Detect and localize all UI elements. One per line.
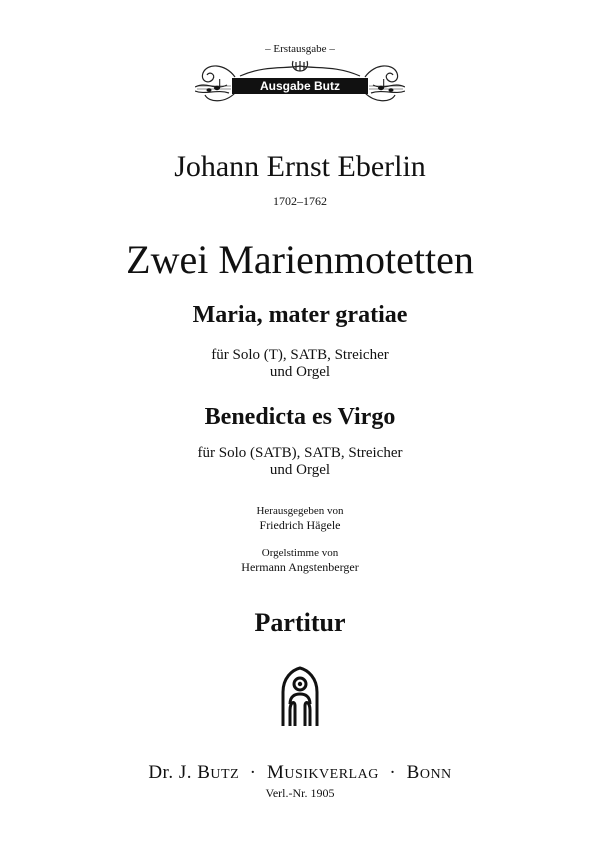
work-title-2: Benedicta es Virgo xyxy=(204,404,396,430)
catalog-number: Verl.-Nr. 1905 xyxy=(265,786,335,800)
gothic-window-logo-icon xyxy=(278,666,322,728)
banner-label: Ausgabe Butz xyxy=(232,78,368,94)
publisher-city-initial: B xyxy=(406,762,420,783)
publisher-verlag-rest: USIKVERLAG xyxy=(284,767,379,782)
publisher-verlag-initial: M xyxy=(266,762,285,783)
work-scoring-1 xyxy=(0,347,600,381)
scoring-line: für Solo (T), SATB, Streicher xyxy=(211,347,389,363)
organ-part-label: Orgelstimme von xyxy=(261,547,339,559)
publisher-line xyxy=(0,762,600,784)
publisher-initial: J. xyxy=(178,762,192,783)
publisher-city-rest: ONN xyxy=(419,767,452,782)
editor-label: Herausgegeben von xyxy=(256,505,344,517)
publisher-banner xyxy=(195,57,405,107)
publisher-name-initial: B xyxy=(197,762,211,783)
publisher-separator: · xyxy=(389,762,397,783)
publisher-dot: . xyxy=(168,762,174,783)
scoring-line: und Orgel xyxy=(269,364,331,380)
page-title: Zwei Marienmotetten xyxy=(126,237,474,282)
editor-name: Friedrich Hägele xyxy=(259,518,341,532)
format-label: Partitur xyxy=(254,608,346,637)
publisher-name-rest: UTZ xyxy=(210,767,240,782)
publisher-dr-initial: Dr xyxy=(148,762,169,783)
work-scoring-2 xyxy=(0,445,600,479)
scoring-line: für Solo (SATB), SATB, Streicher xyxy=(197,445,403,461)
publisher-separator: · xyxy=(249,762,257,783)
edition-note: – Erstausgabe – xyxy=(265,43,335,55)
scoring-line: und Orgel xyxy=(269,462,331,478)
organ-part-name: Hermann Angstenberger xyxy=(241,560,359,574)
work-title-1: Maria, mater gratiae xyxy=(192,302,408,328)
composer-name: Johann Ernst Eberlin xyxy=(174,150,426,183)
composer-dates: 1702–1762 xyxy=(273,194,327,208)
